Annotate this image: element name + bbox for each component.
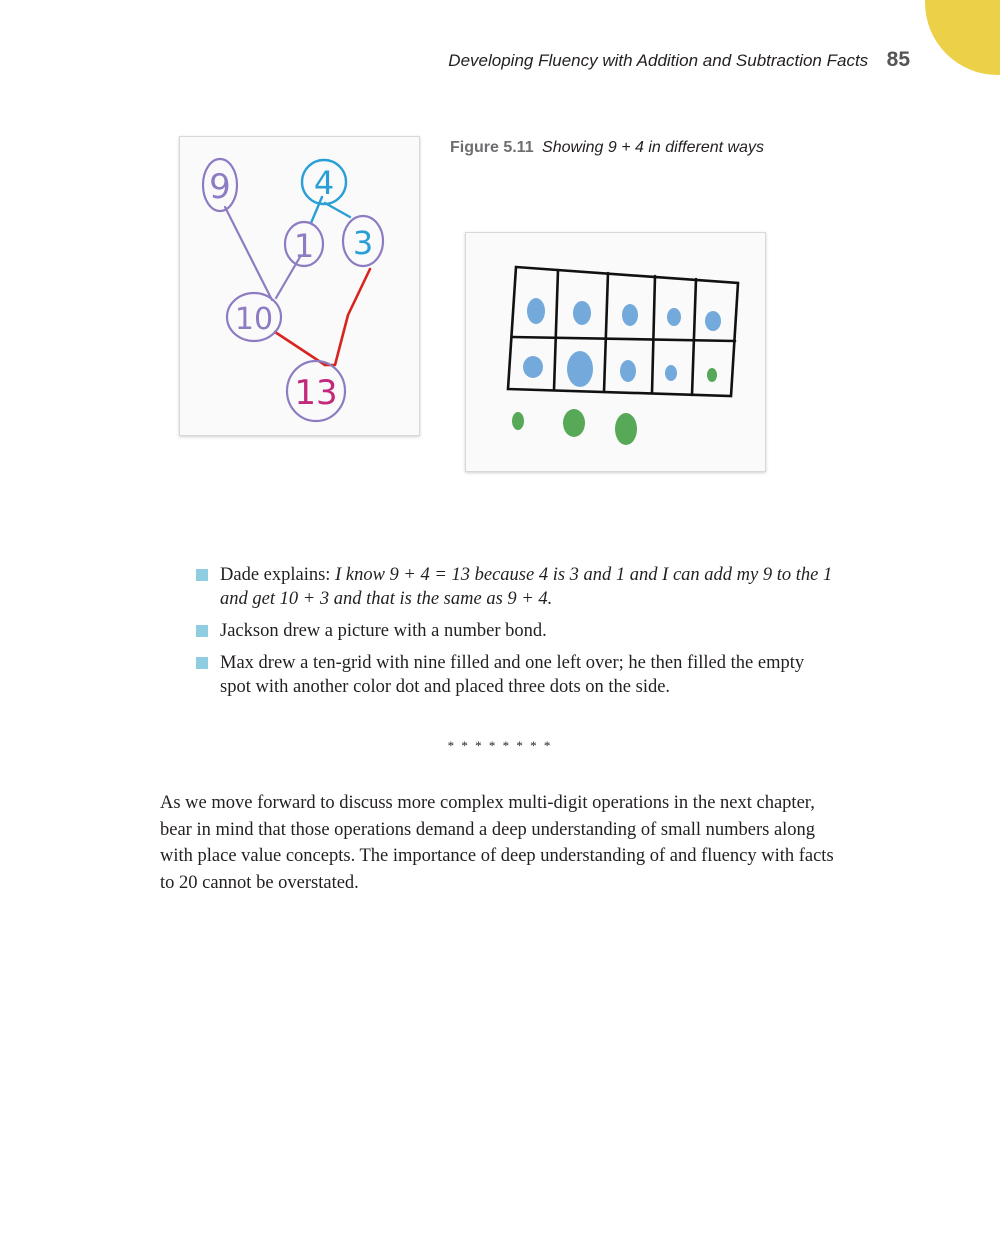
green-dot-extra	[615, 413, 637, 445]
bond-number-1: 1	[293, 227, 315, 265]
blue-dot	[573, 301, 591, 325]
page-number: 85	[886, 48, 910, 71]
blue-dot	[665, 365, 677, 381]
list-item	[196, 619, 836, 643]
ten-frame-midline	[512, 337, 735, 341]
figure-caption	[450, 139, 764, 157]
bond-number-10: 10	[234, 302, 274, 337]
ten-frame-divider-4	[692, 279, 696, 395]
bond-line-9-to-10	[225, 207, 272, 300]
running-header	[448, 48, 910, 72]
bullet-text: Jackson drew a picture with a number bond.	[220, 621, 547, 641]
bullet-list	[196, 563, 836, 707]
closing-paragraph: As we move forward to discuss more complex multi-digit operations in the next chapter, bear in mind that those operations demand a deep understanding of small numbers along with place value concepts. The importance of deep understanding of and fluency with facts to 20 cannot be overstated.	[160, 793, 834, 893]
bond-number-4: 4	[313, 164, 335, 202]
green-dot-extra	[512, 412, 524, 430]
blue-dot	[705, 311, 721, 331]
bullet-speaker: Dade explains:	[220, 565, 336, 585]
section-break: * * * * * * * *	[447, 738, 553, 753]
blue-dot	[523, 356, 543, 378]
blue-dot	[667, 308, 681, 326]
blue-dot	[622, 304, 638, 326]
blue-dot	[620, 360, 636, 382]
corner-accent-circle	[925, 0, 1000, 75]
bullet-square-icon	[196, 625, 208, 637]
list-item	[196, 651, 836, 699]
bullet-quote: I know 9 + 4 = 13 because 4 is 3 and 1 and I can add my 9 to the 1 and get 10 + 3 and that is the same as 9 + 4.	[220, 565, 833, 609]
green-dot-extra	[563, 409, 585, 437]
ten-frame-divider-2	[604, 273, 608, 392]
number-bond-photo	[179, 136, 420, 436]
figure-title: Showing 9 + 4 in different ways	[542, 139, 764, 156]
list-item	[196, 563, 836, 611]
running-title: Developing Fluency with Addition and Subtraction Facts	[448, 51, 869, 70]
figure-label: Figure 5.11	[450, 139, 534, 156]
ten-frame-photo	[465, 232, 766, 472]
number-bond-drawing	[180, 137, 419, 435]
bond-number-13: 13	[294, 373, 338, 413]
ten-frame-drawing	[466, 233, 765, 471]
blue-dot	[527, 298, 545, 324]
bond-line-3-to-13	[325, 269, 370, 365]
bond-number-3: 3	[352, 224, 374, 262]
bond-line-4-to-3	[325, 203, 350, 217]
green-dot-in-frame	[707, 368, 717, 382]
ten-frame-divider-3	[652, 276, 655, 393]
bullet-text: Max drew a ten-grid with nine filled and one left over; he then filled the empty spot with another color dot and placed three dots on the side.	[220, 653, 805, 697]
bullet-square-icon	[196, 657, 208, 669]
bond-number-9: 9	[209, 167, 231, 207]
bullet-square-icon	[196, 569, 208, 581]
ten-frame-divider-1	[554, 270, 558, 390]
blue-dot	[567, 351, 593, 387]
ten-frame-dots	[512, 298, 721, 445]
